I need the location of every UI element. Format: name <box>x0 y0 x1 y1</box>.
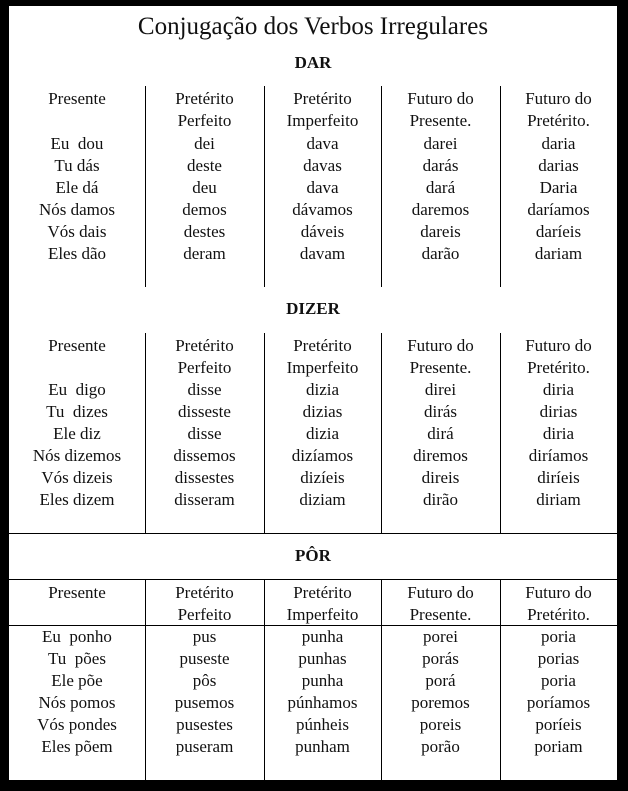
conjugated-form: disse <box>187 424 222 443</box>
conjugation-sheet <box>9 6 617 780</box>
conjugated-form: Vós dizeis <box>41 468 113 487</box>
conjugated-form: diríamos <box>528 446 589 465</box>
conjugated-form: dirás <box>423 402 458 421</box>
header-line: Perfeito <box>177 111 232 130</box>
conjugated-form: dissemos <box>173 446 236 465</box>
conjugated-form: disse <box>187 380 222 399</box>
conjugated-form: dirá <box>427 424 454 443</box>
conjugated-form: deram <box>183 244 226 263</box>
conjugated-form: darão <box>421 244 460 263</box>
conjugated-form: disseram <box>174 490 235 509</box>
column-header <box>500 582 617 626</box>
verb-heading-dar: DAR <box>294 53 332 72</box>
conjugated-form: darei <box>423 134 458 153</box>
conjugated-form: Tu dás <box>54 156 100 175</box>
header-line: Presente <box>48 583 106 602</box>
header-line: Pretérito <box>293 336 352 355</box>
conjugated-form: Eles dão <box>47 244 107 263</box>
conjugated-form: daria <box>541 134 576 153</box>
conjugated-form: direis <box>421 468 460 487</box>
column-header <box>381 335 500 379</box>
column-header <box>9 335 145 379</box>
verb-heading-dizer: DIZER <box>286 299 340 318</box>
column-header <box>145 88 264 132</box>
column-header <box>500 335 617 379</box>
conjugation-column <box>500 379 617 511</box>
header-line: Pretérito. <box>527 358 590 377</box>
section-divider <box>9 579 617 580</box>
page-title: Conjugação dos Verbos Irregulares <box>137 13 489 40</box>
conjugated-form: Nós dizemos <box>32 446 122 465</box>
header-line: Pretérito. <box>527 111 590 130</box>
conjugated-form: deu <box>192 178 217 197</box>
conjugation-column <box>381 626 500 758</box>
conjugation-column <box>264 379 381 511</box>
conjugated-form: pus <box>192 627 217 646</box>
section-divider <box>9 533 617 534</box>
conjugated-form: dava <box>306 178 339 197</box>
conjugated-form: Eu digo <box>48 380 106 399</box>
conjugated-form: poriam <box>534 737 583 756</box>
header-line: Pretérito <box>293 89 352 108</box>
column-header <box>381 88 500 132</box>
conjugated-form: poríamos <box>526 693 591 712</box>
conjugated-form: pôs <box>192 671 217 690</box>
conjugated-form: poreis <box>419 715 462 734</box>
header-line: Futuro do <box>407 336 474 355</box>
column-header <box>264 335 381 379</box>
conjugated-form: Vós pondes <box>37 715 117 734</box>
conjugated-form: davas <box>303 156 342 175</box>
conjugation-column <box>9 626 145 758</box>
conjugated-form: dariam <box>534 244 583 263</box>
conjugated-form: diria <box>542 424 575 443</box>
header-line: Imperfeito <box>286 605 359 624</box>
conjugated-form: porias <box>537 649 580 668</box>
conjugated-form: púnheis <box>296 715 349 734</box>
conjugated-form: darias <box>538 156 579 175</box>
header-line: Pretérito. <box>527 605 590 624</box>
header-line: Pretérito <box>293 583 352 602</box>
column-header <box>145 582 264 626</box>
conjugated-form: dará <box>425 178 456 197</box>
conjugated-form: davam <box>299 244 346 263</box>
header-line: Futuro do <box>525 583 592 602</box>
conjugated-form: direi <box>424 380 457 399</box>
conjugated-form: poria <box>541 627 576 646</box>
conjugated-form: dizíamos <box>291 446 354 465</box>
conjugated-form: darás <box>422 156 459 175</box>
conjugated-form: Nós pomos <box>38 693 116 712</box>
conjugation-column <box>381 379 500 511</box>
header-line: Presente. <box>409 358 472 377</box>
conjugated-form: porá <box>425 671 456 690</box>
conjugated-form: dava <box>306 134 339 153</box>
conjugation-column <box>145 626 264 758</box>
header-line: Perfeito <box>177 605 232 624</box>
conjugated-form: Ele dá <box>55 178 99 197</box>
conjugated-form: porei <box>423 627 458 646</box>
conjugated-form: diria <box>542 380 575 399</box>
conjugated-form: dizias <box>302 402 343 421</box>
conjugated-form: dáveis <box>300 222 345 241</box>
conjugated-form: disseste <box>178 402 231 421</box>
conjugated-form: Eu dou <box>50 134 104 153</box>
conjugated-form: deste <box>187 156 222 175</box>
conjugation-column <box>500 133 617 265</box>
conjugated-form: pusestes <box>176 715 233 734</box>
conjugated-form: dei <box>194 134 215 153</box>
conjugated-form: punhas <box>298 649 347 668</box>
header-line: Pretérito <box>175 336 234 355</box>
conjugated-form: Eles dizem <box>39 490 115 509</box>
conjugated-form: Vós dais <box>47 222 107 241</box>
header-line: Presente <box>48 336 106 355</box>
conjugated-form: Eu ponho <box>42 627 112 646</box>
column-header <box>145 335 264 379</box>
conjugated-form: pusemos <box>174 693 235 712</box>
header-line: Futuro do <box>525 89 592 108</box>
conjugated-form: daremos <box>411 200 470 219</box>
conjugated-form: Ele põe <box>51 671 103 690</box>
column-header <box>9 582 145 626</box>
header-line: Futuro do <box>525 336 592 355</box>
column-header <box>500 88 617 132</box>
conjugated-form: púnhamos <box>287 693 358 712</box>
conjugation-column <box>381 133 500 265</box>
conjugated-form: Tu dizes <box>46 402 108 421</box>
conjugated-form: punha <box>301 627 344 646</box>
conjugated-form: puseste <box>179 649 230 668</box>
conjugated-form: poria <box>541 671 576 690</box>
header-line <box>9 357 145 379</box>
conjugated-form: daríamos <box>527 200 590 219</box>
conjugated-form: dirias <box>539 402 578 421</box>
conjugated-form: dissestes <box>174 468 235 487</box>
header-line: Pretérito <box>175 583 234 602</box>
conjugated-form: puseram <box>175 737 234 756</box>
conjugated-form: porão <box>421 737 460 756</box>
conjugation-column <box>264 626 381 758</box>
conjugated-form: diremos <box>413 446 468 465</box>
header-line: Imperfeito <box>286 358 359 377</box>
conjugated-form: diriam <box>536 490 581 509</box>
conjugation-column <box>264 133 381 265</box>
conjugated-form: demos <box>182 200 227 219</box>
column-header <box>9 88 145 132</box>
header-line: Futuro do <box>407 583 474 602</box>
conjugated-form: dizíeis <box>300 468 345 487</box>
conjugated-form: Daria <box>539 178 578 197</box>
conjugated-form: Tu pões <box>48 649 106 668</box>
conjugation-column <box>500 626 617 758</box>
header-line: Presente <box>48 89 106 108</box>
header-line: Presente. <box>409 111 472 130</box>
header-line <box>9 110 145 132</box>
header-line: Perfeito <box>177 358 232 377</box>
conjugation-column <box>9 379 145 511</box>
header-line: Imperfeito <box>286 111 359 130</box>
column-header <box>264 88 381 132</box>
conjugated-form: Ele diz <box>53 424 101 443</box>
conjugated-form: Nós damos <box>38 200 116 219</box>
conjugated-form: dirão <box>423 490 458 509</box>
conjugation-column <box>145 133 264 265</box>
conjugated-form: dizia <box>305 424 340 443</box>
conjugated-form: punha <box>301 671 344 690</box>
conjugated-form: dareis <box>420 222 461 241</box>
conjugated-form: diziam <box>299 490 346 509</box>
conjugated-form: diríeis <box>537 468 580 487</box>
conjugated-form: poremos <box>411 693 470 712</box>
column-header <box>381 582 500 626</box>
header-line: Pretérito <box>175 89 234 108</box>
conjugated-form: daríeis <box>535 222 582 241</box>
conjugation-column <box>9 133 145 265</box>
conjugation-column <box>145 379 264 511</box>
header-line: Futuro do <box>407 89 474 108</box>
conjugated-form: poríeis <box>535 715 582 734</box>
header-line <box>9 604 145 626</box>
column-header <box>264 582 381 626</box>
conjugated-form: Eles põem <box>41 737 113 756</box>
conjugated-form: punham <box>295 737 350 756</box>
verb-heading-por: PÔR <box>295 546 331 565</box>
conjugated-form: dizia <box>305 380 340 399</box>
header-line: Presente. <box>409 605 472 624</box>
conjugated-form: destes <box>183 222 226 241</box>
conjugated-form: dávamos <box>292 200 353 219</box>
conjugated-form: porás <box>422 649 459 668</box>
